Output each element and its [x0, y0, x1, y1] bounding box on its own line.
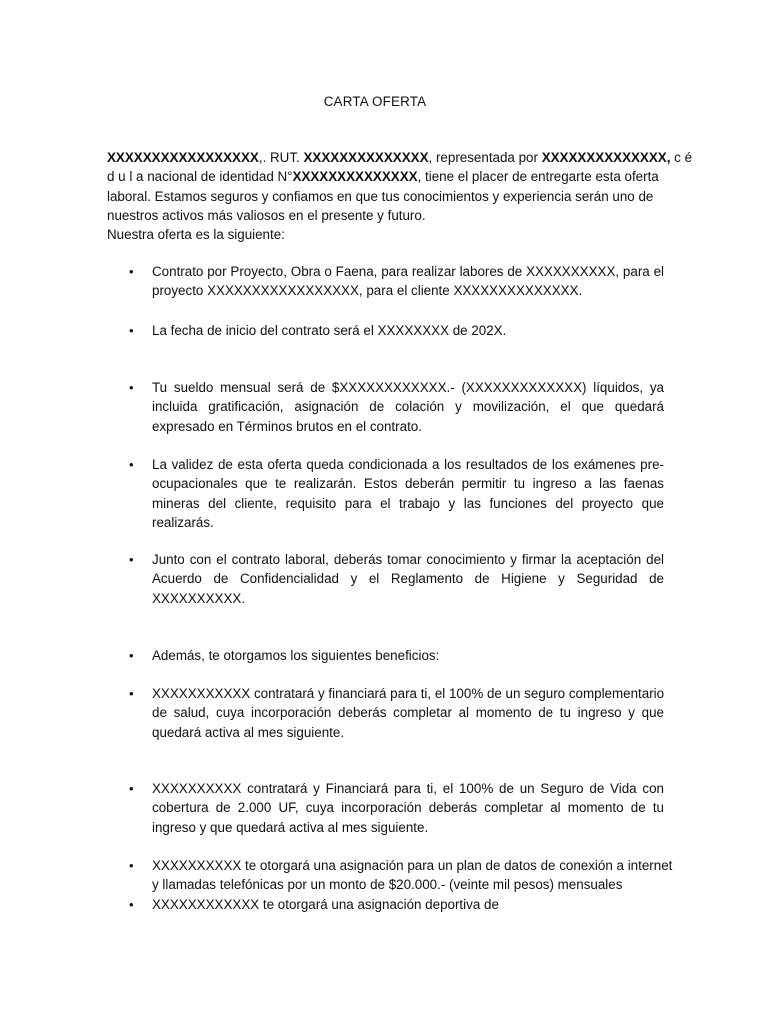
rut-placeholder: XXXXXXXXXXXXXX	[303, 150, 429, 165]
bullet-icon: •	[129, 552, 134, 567]
bullet-icon: •	[129, 380, 134, 395]
list-item-text: XXXXXXXXXXXX te otorgará una asignación deportiva de	[152, 897, 499, 912]
bullet-icon: •	[129, 457, 134, 472]
list-item-text: La validez de esta oferta queda condicionada a los resultados de los exámenes pre- ocupacionales que te realizarán. Estos deberán permitir tu ingreso a las faenas mineras del cliente, requisito para el trabajo y las funciones del proyecto que realizarás.	[152, 457, 664, 530]
intro-line-2: d u l a nacional de identidad N°XXXXXXXXXXXXXX, tiene el placer de entregarte esta oferta	[107, 169, 659, 185]
bullet-icon: •	[129, 858, 134, 873]
bullet-icon: •	[129, 264, 134, 279]
id-number-placeholder: XXXXXXXXXXXXXX	[292, 169, 418, 185]
list-item-text: XXXXXXXXXX te otorgará una asignación para un plan de datos de conexión a internet y llamadas telefónicas por un monto de $20.000.- (veinte mil pesos) mensuales	[152, 858, 673, 893]
list-item-text: Tu sueldo mensual será de $XXXXXXXXXXXX.- (XXXXXXXXXXXXX) líquidos, ya incluida gratificación, asignación de colación y movilización, el que quedará expresado en Términos brutos en el contrato.	[152, 380, 664, 434]
list-item-text: La fecha de inicio del contrato será el XXXXXXXX de 202X.	[152, 323, 507, 338]
intro-line-1: XXXXXXXXXXXXXXXXX,. RUT. XXXXXXXXXXXXXX, representada por XXXXXXXXXXXXXX, c é	[107, 150, 693, 165]
list-item-text: XXXXXXXXXX contratará y Financiará para ti, el 100% de un Seguro de Vida con cobertura de 2.000 UF, cuya incorporación deberás completar al momento de tu ingreso y que quedará activa al mes siguiente.	[152, 781, 664, 835]
representative-placeholder: XXXXXXXXXXXXXX,	[541, 150, 671, 165]
bullet-icon: •	[129, 323, 134, 338]
list-item-text: Junto con el contrato laboral, deberás tomar conocimiento y firmar la aceptación del Acuerdo de Confidencialidad y el Reglamento de Higiene y Seguridad de XXXXXXXXXX.	[152, 552, 664, 606]
intro-paragraph	[107, 148, 693, 244]
bullet-icon: •	[129, 686, 134, 701]
company-name-placeholder: XXXXXXXXXXXXXXXXX	[107, 150, 259, 165]
intro-line-3: laboral. Estamos seguros y confiamos en que tus conocimientos y experiencia serán uno de	[107, 188, 654, 204]
list-item-text: Contrato por Proyecto, Obra o Faena, para realizar labores de XXXXXXXXXX, para el proyecto XXXXXXXXXXXXXXXXX, para el cliente XXXXXXXXXXXXXX.	[152, 264, 664, 299]
offer-heading: Nuestra oferta es la siguiente:	[107, 227, 285, 243]
bullet-icon: •	[129, 648, 134, 663]
list-item-text: Además, te otorgamos los siguientes beneficios:	[152, 648, 440, 663]
list-item-text: XXXXXXXXXXX contratará y financiará para ti, el 100% de un seguro complementario de salud, cuya incorporación deberás completar al momento de tu ingreso y que quedará activa al mes siguiente.	[152, 686, 665, 740]
intro-line-4: nuestros activos más valiosos en el presente y futuro.	[107, 207, 426, 223]
bullet-icon: •	[129, 897, 134, 912]
document-title: CARTA OFERTA	[323, 94, 427, 109]
bullet-icon: •	[129, 781, 134, 796]
